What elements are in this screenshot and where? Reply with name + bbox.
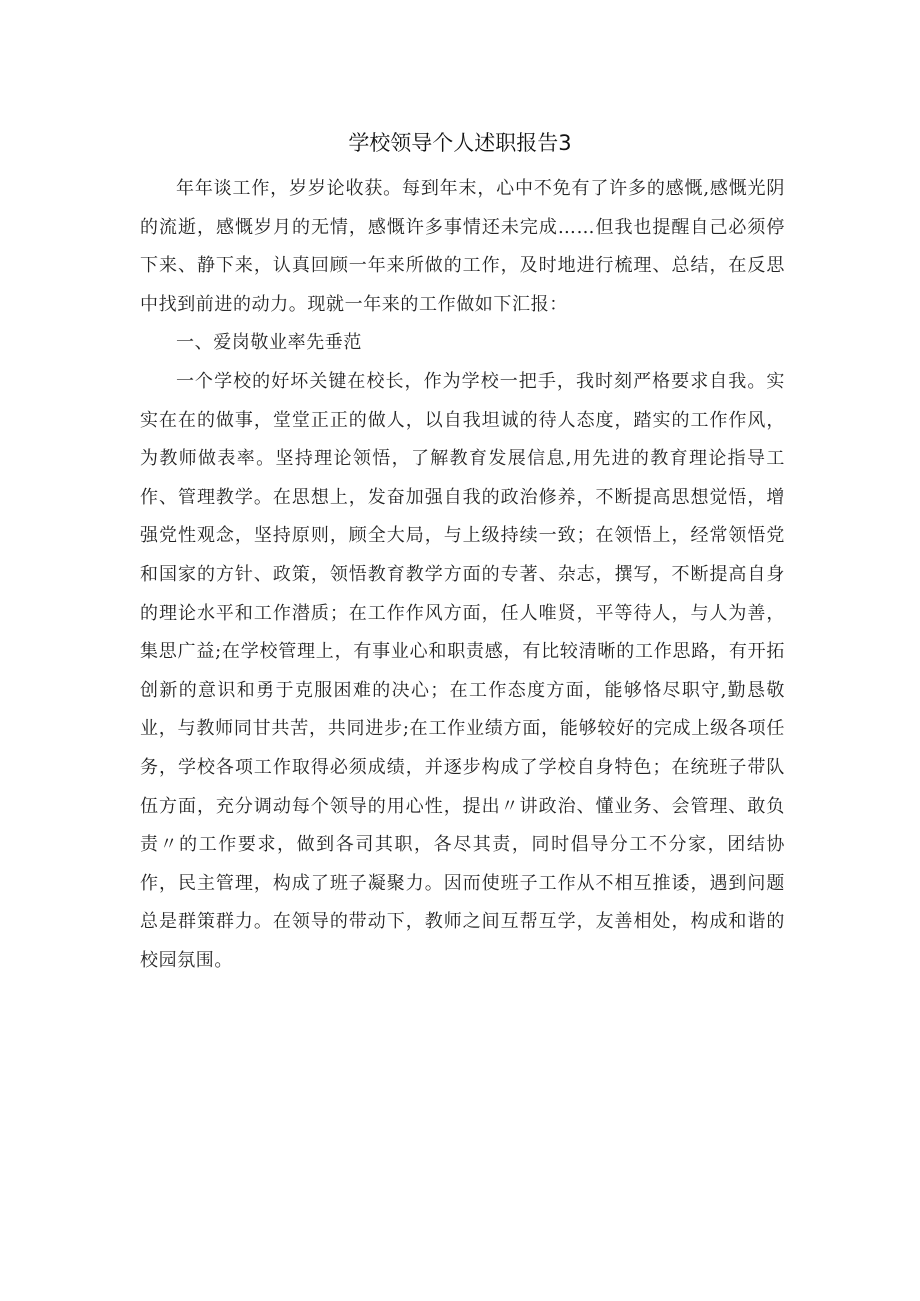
- intro-paragraph: 年年谈工作，岁岁论收获。每到年末，心中不免有了许多的感慨,感慨光阴的流逝，感慨岁月的无情，感慨许多事情还未完成……但我也提醒自己必须停下来、静下来，认真回顾一年来所做的工作，及时地进行梳理、总结，在反思中找到前进的动力。现就一年来的工作做如下汇报：: [140, 178, 785, 315]
- document-title: 学校领导个人述职报告3: [348, 131, 572, 155]
- section-paragraph: 一个学校的好坏关键在校长，作为学校一把手，我时刻严格要求自我。实实在在的做事，堂堂正正的做人，以自我坦诚的待人态度，踏实的工作作风，为教师做表率。坚持理论领悟，了解教育发展信息,用先进的教育理论指导工作、管理教学。在思想上，发奋加强自我的政治修养，不断提高思想觉悟，增强党性观念，坚持原则，顾全大局，与上级持续一致；在领悟上，经常领悟党和国家的方针、政策，领悟教育教学方面的专著、杂志，撰写，不断提高自身的理论水平和工作潜质；在工作作风方面，任人唯贤，平等待人，与人为善，集思广益;在学校管理上，有事业心和职责感，有比较清晰的工作思路，有开拓创新的意识和勇于克服困难的决心；在工作态度方面，能够恪尽职守,勤恳敬业，与教师同甘共苦，共同进步;在工作业绩方面，能够较好的完成上级各项任务，学校各项工作取得必须成绩，并逐步构成了学校自身特色；在统班子带队伍方面，充分调动每个领导的用心性，提出〃讲政治、懂业务、会管理、敢负责〃的工作要求，做到各司其职，各尽其责，同时倡导分工不分家，团结协作，民主管理，构成了班子凝聚力。因而使班子工作从不相互推诿，遇到问题总是群策群力。在领导的带动下，教师之间互帮互学，友善相处，构成和谐的校园氛围。: [140, 370, 785, 971]
- section-heading: 一、爱岗敬业率先垂范: [176, 332, 362, 354]
- document-body: [140, 170, 785, 980]
